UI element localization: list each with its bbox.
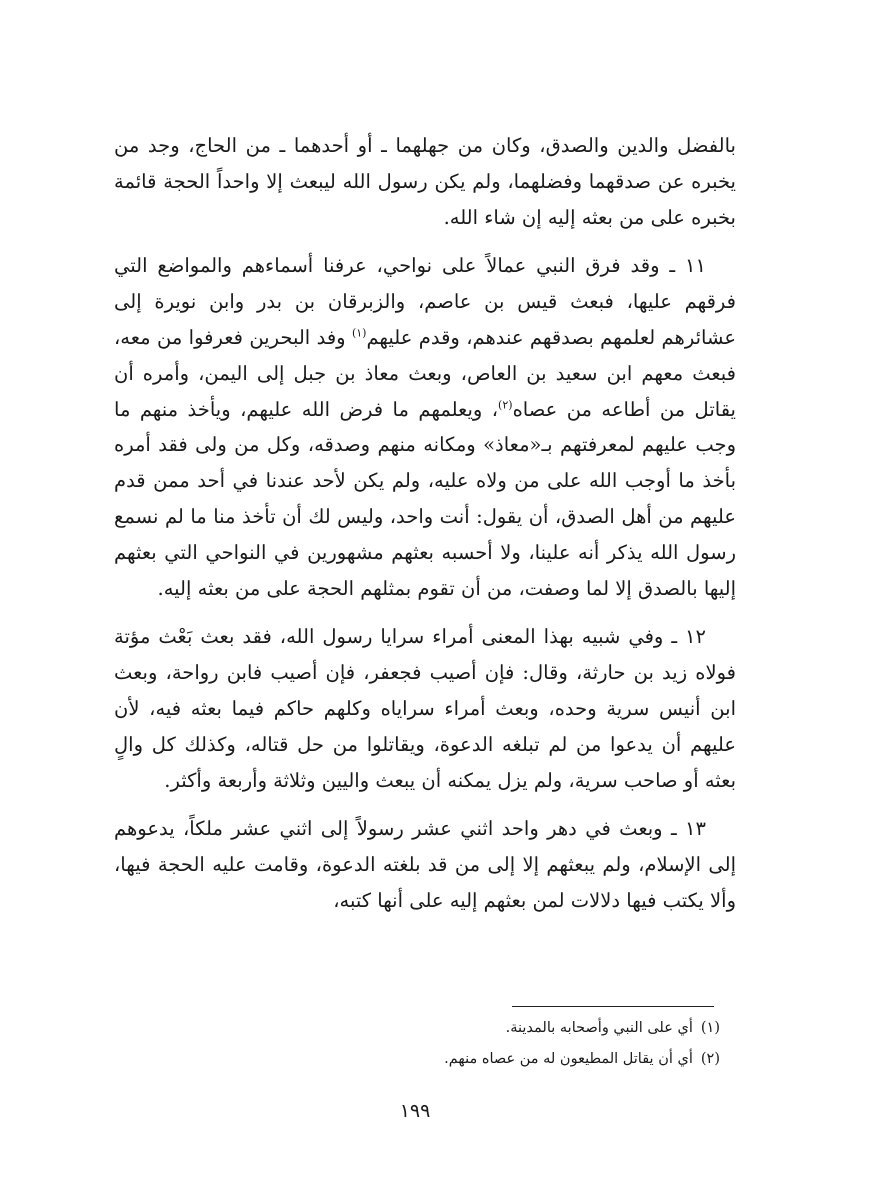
footnote-1 xyxy=(114,1013,720,1044)
footnote-ref-1[interactable]: (١) xyxy=(351,326,367,340)
paragraph-continuation: بالفضل والدين والصدق، وكان من جهلهما ـ أو أحدهما ـ من الحاج، وجد من يخبره عن صدقهما وفضلهما، ولم يكن رسول الله ليبعث إلا واحداً الحجة قائمة بخبره على من بعثه إليه إن شاء الله. xyxy=(114,134,736,229)
footnote-1-text: أي على النبي وأصحابه بالمدينة. xyxy=(505,1020,693,1036)
footnote-1-number: (١) xyxy=(700,1020,720,1036)
paragraph-12: ١٢ ـ وفي شبيه بهذا المعنى أمراء سرايا رسول الله، فقد بعث بَعْث مؤتة فولاه زيد بن حارثة، وقال: فإن أصيب فجعفر، فإن أصيب فابن رواحة، وبعث ابن أنيس سرية وحده، وبعث أمراء سراياه وكلهم حاكم فيما بعثه فيه، لأن عليهم أن يدعوا من لم تبلغه الدعوة، ويقاتلوا من حل قتاله، وكذلك كل والٍ بعثه أو صاحب سرية، ولم يزل يمكنه أن يبعث واليين وثلاثة وأربعة وأكثر. xyxy=(114,625,736,792)
footnotes xyxy=(114,1013,720,1075)
main-text xyxy=(114,128,736,932)
paragraph-13: ١٣ ـ وبعث في دهر واحد اثني عشر رسولاً إلى اثني عشر ملكاً، يدعوهم إلى الإسلام، ولم يبعثهم إلا إلى من قد بلغته الدعوة، وقامت عليه الحجة فيها، وألا يكتب فيها دلالات لمن بعثهم إليه على أنها كتبه، xyxy=(114,817,736,912)
paragraph-11 xyxy=(114,248,736,606)
paragraph-11-text-a: ١١ ـ وقد فرق النبي عمالاً على نواحي، عرفنا أسماءهم والمواضع التي فرقهم عليها، فبعث قيس بن عاصم، والزبرقان بن بدر وابن نويرة إلى عشائرهم لعلمهم بصدقهم عندهم، وقدم عليهم xyxy=(114,254,736,349)
footnote-2-text: أي أن يقاتل المطيعون له من عصاه منهم. xyxy=(444,1051,693,1067)
footnote-separator xyxy=(512,1006,714,1007)
paragraph-11-text-c: ، ويعلمهم ما فرض الله عليهم، ويأخذ منهم ما وجب عليهم لمعرفتهم بـ«معاذ» ومكانه منهم وصدقه، وكل من ولى فقد أمره بأخذ ما أوجب الله على من ولاه عليه، ولم يكن لأحد عندنا في أحد ممن قدم عليهم من أهل الصدق، أن يقول: أنت واحد، وليس لك أن تأخذ منا ما لم نسمع رسول الله يذكر أنه علينا، ولا أحسبه بعثهم مشهورين في النواحي التي بعثهم إليها بالصدق إلا لما وصفت، من أن تقوم بمثلهم الحجة على من بعثه إليه. xyxy=(114,397,736,600)
page-number: ١٩٩ xyxy=(399,1100,431,1122)
paragraph-11-text-b: وفد البحرين فعرفوا من معه، فبعث معهم ابن سعيد بن العاص، وبعث معاذ بن جبل إلى اليمن، وأمره أن يقاتل من أطاعه من عصاه xyxy=(114,325,736,421)
footnote-2 xyxy=(114,1044,720,1075)
footnote-ref-2[interactable]: (٢) xyxy=(498,398,513,412)
footnote-2-number: (٢) xyxy=(700,1051,720,1067)
